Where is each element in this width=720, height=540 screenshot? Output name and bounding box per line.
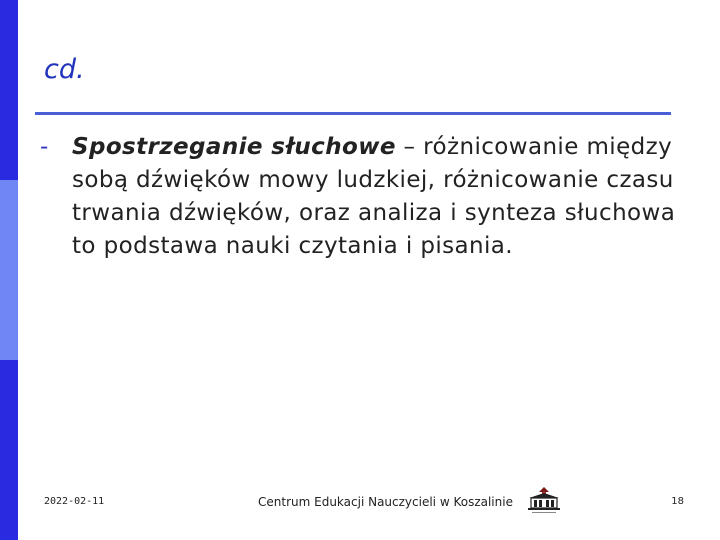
slide-title: cd.: [44, 54, 85, 85]
sidebar-bottom-segment: [0, 360, 18, 540]
bullet-item: [40, 131, 700, 263]
bullet-marker: -: [40, 134, 49, 160]
footer-organization: Centrum Edukacji Nauczycieli w Koszalinie: [258, 495, 513, 509]
footer-date: 2022-02-11: [44, 496, 105, 507]
school-building-logo-icon: [526, 486, 562, 516]
bullet-emphasis: Spostrzeganie słuchowe: [72, 134, 396, 160]
bullet-body: – różnicowanie między sobą dźwięków mowy ludzkiej, różnicowanie czasu trwania dźwięków, oraz analiza i synteza słuchowa to podstawa nauki czytania i pisania.: [72, 134, 676, 259]
sidebar-middle-segment: [0, 180, 18, 360]
page-number: 18: [671, 496, 684, 507]
bullet-text: [72, 131, 692, 263]
sidebar-top-segment: [0, 0, 18, 180]
title-divider: [35, 112, 671, 115]
